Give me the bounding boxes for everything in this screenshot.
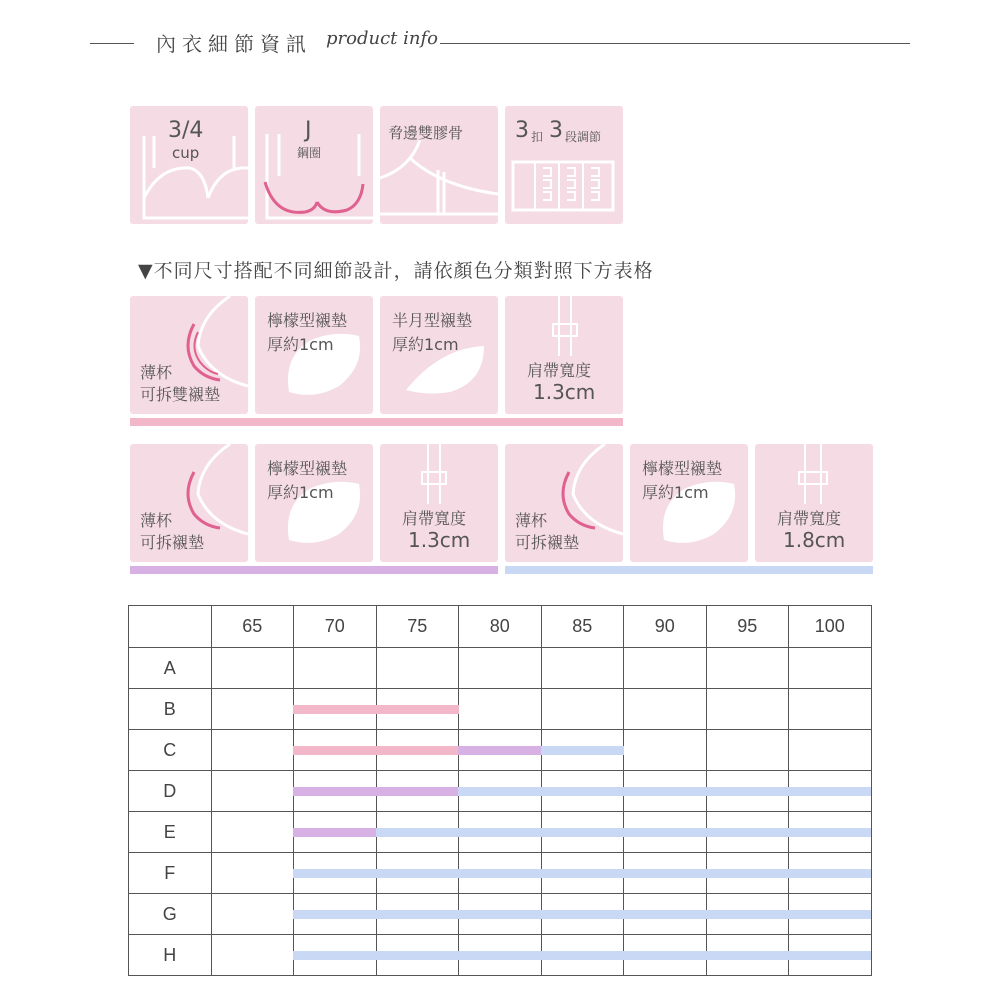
- table-header-row: [129, 606, 872, 648]
- band-header: 95: [706, 606, 789, 648]
- header-rule-right: [440, 43, 910, 44]
- pink-strap-card: [505, 296, 623, 414]
- cup-header: F: [129, 853, 212, 894]
- pink-pad1-card: [255, 296, 373, 414]
- blue-strap-line1: 肩帶寬度: [777, 509, 842, 528]
- band-header: 75: [376, 606, 459, 648]
- pink-strap-line2: 1.3cm: [533, 380, 596, 404]
- purple-cup-line1: 薄杯: [140, 511, 173, 530]
- hooks-unit: 扣: [531, 130, 544, 144]
- purple-strap-line2: 1.3cm: [408, 528, 471, 552]
- blue-pad-line2: 厚約1cm: [642, 483, 709, 502]
- cup-header: B: [129, 689, 212, 730]
- feature-card-wire: [255, 106, 373, 224]
- purple-legend-bar: [130, 566, 498, 574]
- band-header: 100: [789, 606, 872, 648]
- size-range-bar: [293, 746, 459, 755]
- section-script: product info: [326, 28, 438, 49]
- cup-header: E: [129, 812, 212, 853]
- purple-pad-line2: 厚約1cm: [267, 483, 334, 502]
- blue-pad-line1: 檸檬型襯墊: [642, 459, 723, 478]
- hooks-count-2: 3: [549, 118, 563, 143]
- band-header: 65: [211, 606, 294, 648]
- pink-cup-line1: 薄杯: [140, 363, 173, 382]
- wire-label: J: [305, 118, 312, 143]
- band-header: 80: [459, 606, 542, 648]
- pink-cup-line2: 可拆雙襯墊: [140, 385, 221, 404]
- cup-size-sub: cup: [172, 144, 200, 162]
- wire-sub: 鋼圈: [297, 146, 322, 160]
- hooks-adjust: 段調節: [565, 130, 602, 144]
- side-bone-label: 脅邊雙膠骨: [388, 124, 464, 142]
- blue-legend-bar: [505, 566, 873, 574]
- section-title: 內衣細節資訊: [156, 32, 312, 56]
- purple-strap-card: [380, 444, 498, 562]
- band-header: 90: [624, 606, 707, 648]
- notice-text: ▼不同尺寸搭配不同細節設計，請依顏色分類對照下方表格: [138, 260, 654, 282]
- pink-pad1-line2: 厚約1cm: [267, 335, 334, 354]
- size-range-bar: [458, 787, 871, 796]
- blue-strap-card: [755, 444, 873, 562]
- pink-pad2-line1: 半月型襯墊: [392, 311, 473, 330]
- size-range-bar: [293, 869, 871, 878]
- size-range-bar: [293, 828, 376, 837]
- cup-header: G: [129, 894, 212, 935]
- table-corner: [129, 606, 212, 648]
- pink-cup-card: [130, 296, 248, 414]
- blue-cup-line2: 可拆襯墊: [515, 533, 580, 552]
- hooks-count: 3: [515, 118, 529, 143]
- blue-cup-line1: 薄杯: [515, 511, 548, 530]
- underwire-icon: [255, 106, 373, 224]
- purple-cup-line2: 可拆襯墊: [140, 533, 205, 552]
- feature-card-hooks: [505, 106, 623, 224]
- purple-pad-line1: 檸檬型襯墊: [267, 459, 348, 478]
- blue-cup-card: [505, 444, 623, 562]
- pink-pad2-card: [380, 296, 498, 414]
- cup-header: A: [129, 648, 212, 689]
- size-range-bar: [376, 828, 871, 837]
- size-range-bar: [293, 910, 871, 919]
- pink-pad1-line1: 檸檬型襯墊: [267, 311, 348, 330]
- cup-header: H: [129, 935, 212, 976]
- size-range-bar: [293, 951, 871, 960]
- feature-card-side-bone: [380, 106, 498, 224]
- table-row: [129, 648, 872, 689]
- band-header: 70: [294, 606, 377, 648]
- purple-cup-card: [130, 444, 248, 562]
- table-row: [129, 689, 872, 730]
- size-range-bar: [458, 746, 541, 755]
- purple-pad-card: [255, 444, 373, 562]
- cup-size-label: 3/4: [168, 118, 204, 143]
- size-range-bar: [293, 705, 459, 714]
- size-range-bar: [541, 746, 624, 755]
- blue-strap-line2: 1.8cm: [783, 528, 846, 552]
- cup-header: C: [129, 730, 212, 771]
- pink-strap-line1: 肩帶寬度: [527, 361, 592, 380]
- size-range-bar: [293, 787, 459, 796]
- band-header: 85: [541, 606, 624, 648]
- pink-legend-bar: [130, 418, 623, 426]
- feature-card-cup: [130, 106, 248, 224]
- blue-pad-card: [630, 444, 748, 562]
- purple-strap-line1: 肩帶寬度: [402, 509, 467, 528]
- header-rule-left: [90, 43, 134, 44]
- pink-pad2-line2: 厚約1cm: [392, 335, 459, 354]
- cup-header: D: [129, 771, 212, 812]
